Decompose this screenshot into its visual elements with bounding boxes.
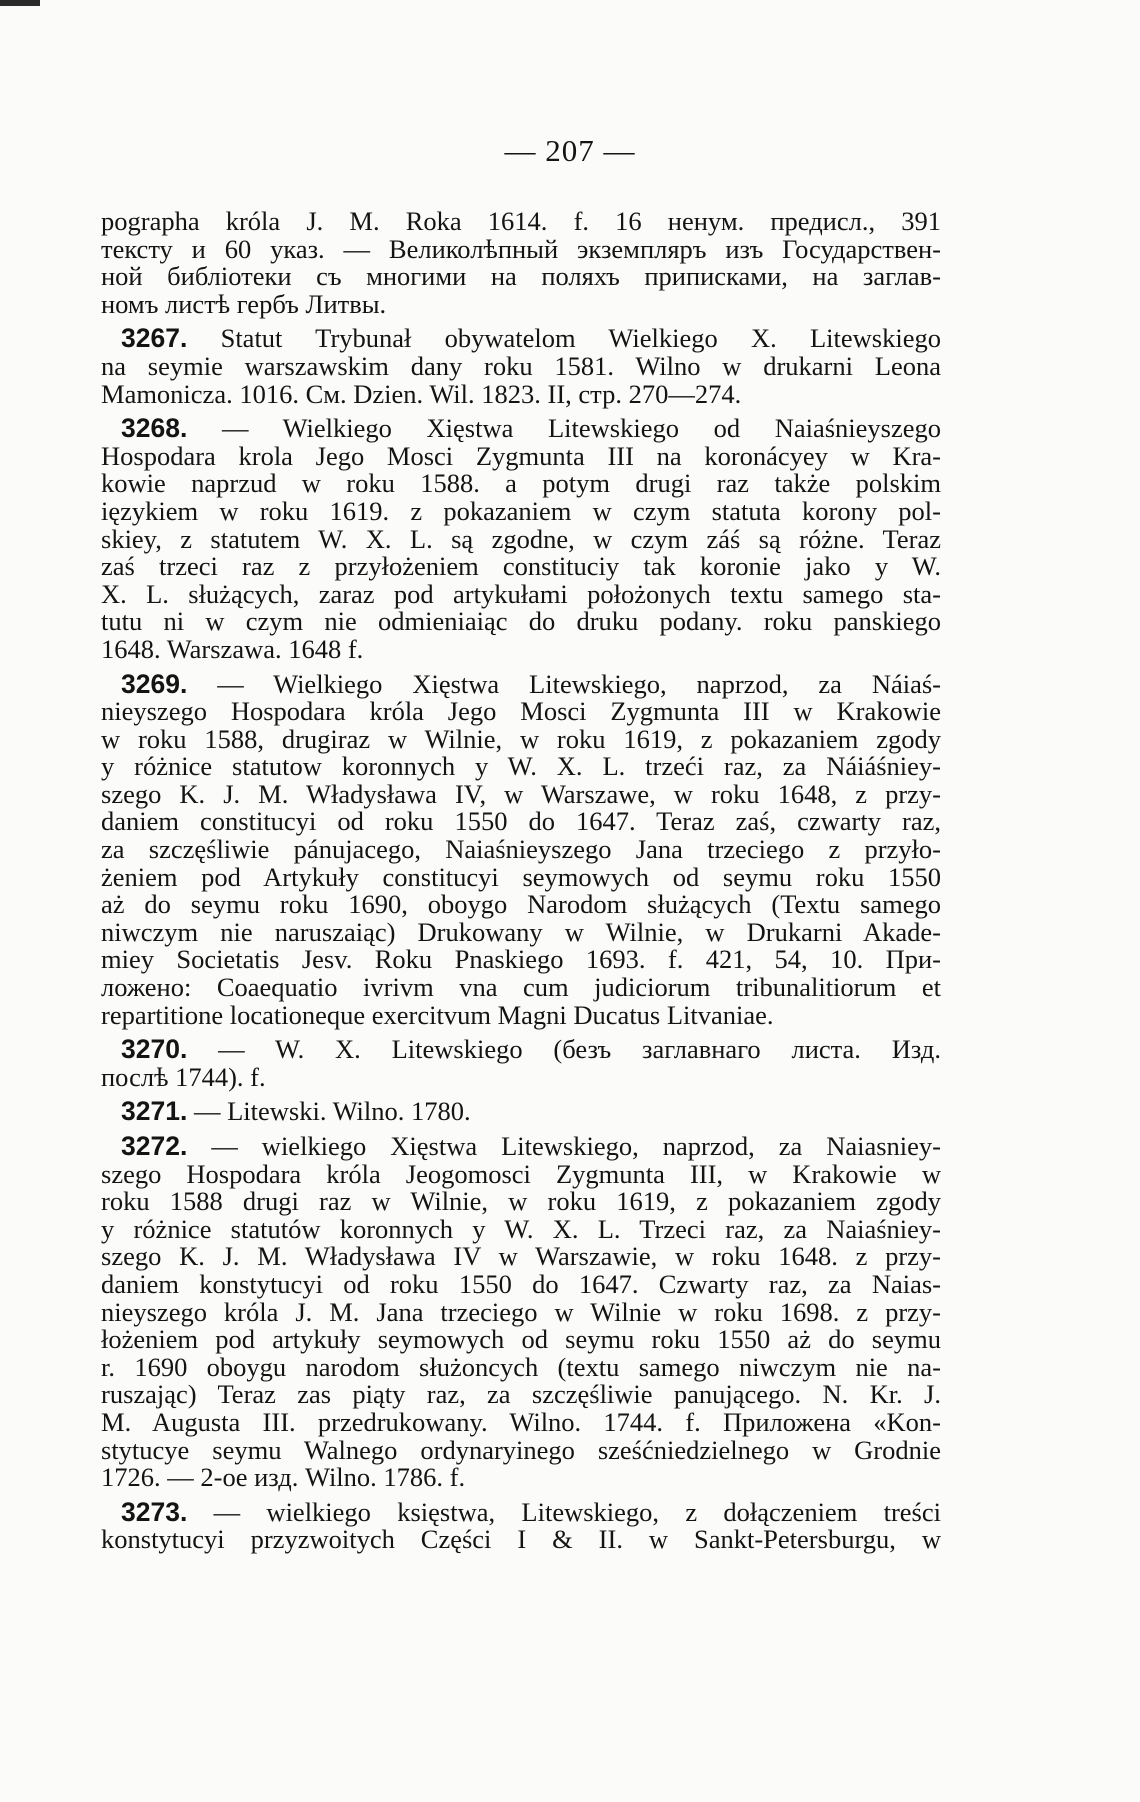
text-line [101,1526,941,1554]
line-text: Hospodara krola Jego Mosci Zygmunta III na koronácyey w Kra- [101,440,941,471]
line-text: zaś trzeci raz z przyłożeniem constituciy tak koronie jako y W. [101,551,941,582]
text-line [101,633,941,664]
text-line [101,263,941,291]
text-line [101,1243,941,1271]
text-line [101,1434,941,1465]
text-line [101,946,941,974]
text-line [101,698,941,726]
text-line [101,753,941,781]
text-line [101,916,941,947]
text-line [101,808,941,836]
line-text: 1648. Warszawa. 1648 f. [101,633,364,664]
entry-number: 3271. [121,1096,188,1127]
text-line [101,415,941,443]
text-line [101,578,941,609]
text-line [101,378,941,409]
line-text: 1726. — 2-oe изд. Wilno. 1786. f. [101,1462,466,1493]
line-text: kowie naprzud w roku 1588. a potym drugi raz także polskim [101,468,941,499]
text-line [101,495,941,526]
line-text: — Wielkiego Xięstwa Litewskiego od Naiaśnieyszego [187,413,941,444]
text-line [101,608,941,636]
text-line [101,208,941,236]
line-text: послѣ 1744). f. [101,1061,266,1092]
text-line [101,1268,941,1299]
text-line [101,1381,941,1409]
entry-number: 3272. [121,1131,188,1161]
line-text: тексту и 60 указ. — Великолѣпный экземпляръ изъ Государствен- [101,233,941,264]
line-text: daniem constitucyi od roku 1550 do 1647. Teraz zaś, czwarty raz, [101,806,941,837]
line-text: miey Societatis Jesv. Roku Pnaskiego 1693. f. 421, 54, 10. При- [101,944,941,975]
line-text: roku 1588 drugi raz w Wilnie, w roku 1619, z pokazaniem zgody [101,1186,941,1217]
text-line [101,350,941,381]
text-line [101,1406,941,1437]
text-line [101,288,941,319]
scan-artifact [0,0,40,6]
line-text: szego Hospodara króla Jeogomosci Zygmunta III, w Krakowie w [101,1158,941,1189]
line-text: X. L. służących, zaraz pod artykułami położonych textu samego sta- [101,578,941,609]
text-line [101,891,941,919]
line-text: nieyszego Hospodara króla Jego Mosci Zygmunta III w Krakowie [101,696,941,727]
line-text: stytucye seymu Walnego ordynaryinego sześćniedzielnego w Grodnie [101,1434,941,1465]
line-text: niwczym nie naruszaiąc) Drukowany w Wilnie, w Drukarni Akade- [101,916,941,947]
line-text: szego K. J. M. Władysława IV w Warszawie, w roku 1648. z przy- [101,1241,941,1272]
line-text: na seymie warszawskim dany roku 1581. Wilno w drukarni Leona [101,350,941,381]
text-line [101,553,941,581]
text-line [101,233,941,264]
text-line [101,523,941,554]
line-text: aż do seymu roku 1690, oboygo Narodom służących (Textu samego [101,889,941,920]
body-text [101,208,941,1554]
line-text: r. 1690 oboygu narodom służoncych (textu samego niwczym nie na- [101,1351,941,1382]
text-line [101,723,941,754]
line-text: konstytucyi przyzwoitych Części I & II. w Sankt-Petersburgu, w [101,1524,941,1555]
line-text: — Wielkiego Xięstwa Litewskiego, naprzod, za Náiaś- [187,668,941,699]
line-text: — wielkiego Xięstwa Litewskiego, naprzod, za Naiasniey- [187,1131,941,1161]
text-line [101,1296,941,1327]
line-text: pographa króla J. M. Roka 1614. f. 16 ненум. предисл., 391 [101,206,941,236]
line-text: — Litewski. Wilno. 1780. [187,1096,471,1127]
text-line [101,778,941,809]
entry-number: 3270. [121,1034,188,1065]
line-text: ięzykiem w roku 1619. z pokazaniem w czym statuta korony pol- [101,495,941,526]
entry-number: 3269. [121,668,188,699]
text-line [101,1158,941,1189]
line-text: szego K. J. M. Władysława IV, w Warszawe, w roku 1648, z przy- [101,778,941,809]
line-text: номъ листѣ гербъ Литвы. [101,288,387,319]
line-text: łożeniem pod artykuły seymowych od seymu roku 1550 aż do seymu [101,1324,941,1355]
line-text: za szczęśliwie pánujacego, Naiaśnieyszego Jana trzeciego z przyło- [101,834,941,865]
text-line [101,1061,941,1092]
entry-number: 3268. [121,413,188,444]
line-text: daniem konstytucyi od roku 1550 do 1647. Czwarty raz, za Naias- [101,1268,941,1299]
text-line [101,668,941,699]
entry-number: 3273. [121,1496,188,1527]
text-line [101,1464,941,1492]
page-number: — 207 — [504,133,636,168]
text-line [101,440,941,471]
line-text: ложено: Coaequatio ivrivm vna cum judiciorum tribunalitiorum et [101,972,941,1003]
line-text: nieyszego króla J. M. Jana trzeciego w Wilnie w roku 1698. z przy- [101,1296,941,1327]
entry-number: 3267. [121,323,188,354]
line-text: ной библіотеки съ многими на поляхъ приписками, на заглав- [101,261,941,292]
text-line [101,1098,941,1126]
text-line [101,974,941,1002]
text-line [101,1133,941,1161]
line-text: — wielkiego księstwa, Litewskiego, z dołączeniem treści [187,1496,941,1527]
text-line [101,999,941,1030]
text-line [101,1496,941,1527]
line-text: ruszając) Teraz zas piąty raz, za szczęśliwie panującego. N. Kr. J. [101,1379,941,1410]
text-line [101,836,941,864]
text-line [101,1213,941,1244]
line-text: y różnice statutów koronnych y W. X. L. Trzeci raz, za Naiaśniey- [101,1213,941,1244]
line-text: skiey, z statutem W. X. L. są zgodne, w czym záś są różne. Teraz [101,523,941,554]
text-line [101,1188,941,1216]
line-text: żeniem pod Artykuły constitucyi seymowych od seymu roku 1550 [101,861,941,892]
text-line [101,1351,941,1382]
line-text: M. Augusta III. przedrukowany. Wilno. 1744. f. Приложена «Kon- [101,1406,941,1437]
line-text: y różnice statutow koronnych y W. X. L. trzeći raz, za Náiáśniey- [101,751,941,782]
text-line [101,1036,941,1064]
line-text: repartitione locationeque exercitvum Magni Ducatus Litvaniae. [101,999,774,1030]
text-line [101,325,941,353]
line-text: w roku 1588, drugiraz w Wilnie, w roku 1619, z pokazaniem zgody [101,723,941,754]
line-text: — W. X. Litewskiego (безъ заглавнаго листа. Изд. [187,1034,941,1065]
line-text: Statut Trybunał obywatelom Wielkiego X. Litewskiego [187,323,941,354]
line-text: Mamonicza. 1016. См. Dzien. Wil. 1823. II, стр. 270—274. [101,378,742,409]
text-line [101,470,941,498]
text-line [101,1326,941,1354]
text-line [101,861,941,892]
line-text: tutu ni w czym nie odmieniaiąc do druku podany. roku panskiego [101,606,941,637]
